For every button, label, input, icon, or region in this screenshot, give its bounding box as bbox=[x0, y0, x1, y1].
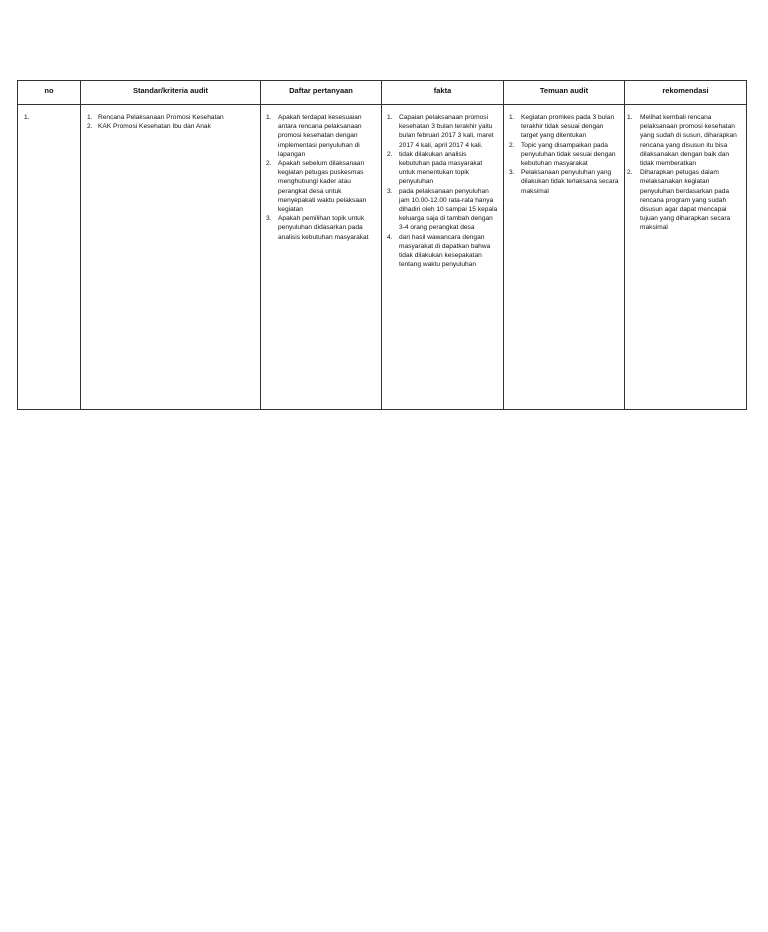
list-item bbox=[504, 168, 620, 196]
list-item-text: tidak dilakukan analisis kebutuhan pada masyarakat untuk menentukan topik penyuluhan bbox=[399, 150, 483, 186]
list-item-number: 1. bbox=[387, 114, 393, 121]
list-item-text: Topic yang disampaikan pada penyuluhan tidak sesuai dengan kebutuhan masyarakat bbox=[521, 141, 616, 168]
list-item-number: 1. bbox=[87, 114, 93, 121]
list-item bbox=[625, 113, 742, 168]
list-item-number: 3. bbox=[387, 187, 393, 195]
header-daftar-pertanyaan: Daftar pertanyaan bbox=[261, 81, 382, 105]
cell-no: 1. bbox=[18, 105, 81, 410]
list-item-text: Pelaksanaan penyuluhan yang dilakukan tidak terlaksana secara maksimal bbox=[521, 169, 619, 195]
header-row bbox=[18, 81, 747, 105]
list-item bbox=[81, 113, 256, 122]
list-item bbox=[382, 187, 499, 233]
daftar-list bbox=[261, 113, 381, 242]
list-item bbox=[81, 122, 256, 131]
standar-list bbox=[81, 113, 260, 131]
list-item-number: 3. bbox=[266, 215, 272, 223]
list-item-number: 1. bbox=[266, 114, 272, 121]
list-item bbox=[261, 113, 377, 159]
list-item-text: Apakah terdapat kesesuaian antara rencana pelaksanaan promosi kesehatan dengan implementasi penyuluhan di lapangan bbox=[278, 114, 362, 158]
list-item bbox=[382, 113, 499, 150]
list-item-text: Apakah sebelum dilaksanaan kegiatan petugas puskesmas menghubungi kader atau perangkat desa untuk menyepakati waktu pelaksaan kegiatan bbox=[278, 160, 367, 214]
fakta-list bbox=[382, 113, 503, 269]
header-standar: Standar/kriteria audit bbox=[81, 81, 261, 105]
table-row bbox=[18, 105, 747, 410]
temuan-list bbox=[504, 113, 624, 196]
header-fakta: fakta bbox=[382, 81, 504, 105]
header-no: no bbox=[18, 81, 81, 105]
list-item bbox=[261, 159, 377, 214]
list-item bbox=[261, 214, 377, 242]
list-item bbox=[504, 141, 620, 169]
list-item-text: Kegiatan promkes pada 3 bulan terakhir tidak sesuai dengan target yang ditentukan bbox=[521, 114, 615, 140]
list-item bbox=[382, 150, 499, 187]
cell-daftar-pertanyaan bbox=[261, 105, 382, 410]
cell-temuan-audit bbox=[504, 105, 625, 410]
list-item-number: 2. bbox=[266, 160, 272, 168]
list-item-number: 3. bbox=[509, 169, 515, 177]
list-item-number: 2. bbox=[387, 150, 393, 158]
list-item-text: Diharapkan petugas dalam melaksanakan kegiatan penyuluhan berdasarkan pada rencana program yang sudah disusun agar dapat mencapai tujuan yang diharapkan secara maksimal bbox=[640, 169, 731, 232]
list-item-text: Rencana Pelaksanaan Promosi Kesehatan bbox=[98, 114, 224, 121]
audit-table bbox=[17, 80, 747, 410]
list-item-text: Apakah pemilihan topik untuk penyuluhan didasarkan pada analisis kebutuhan masyarakat bbox=[278, 215, 369, 241]
list-item-number: 1. bbox=[627, 114, 633, 121]
list-item-number: 2. bbox=[87, 123, 93, 131]
list-item bbox=[625, 168, 742, 232]
list-item bbox=[504, 113, 620, 141]
header-temuan-audit: Temuan audit bbox=[504, 81, 625, 105]
list-item-number: 1. bbox=[509, 114, 515, 121]
cell-rekomendasi bbox=[625, 105, 747, 410]
rekomendasi-list bbox=[625, 113, 746, 233]
list-item-text: Capaian pelaksanaan promosi kesehatan 3 bulan terakhir yaitu bulan februari 2017 3 kali, maret 2017 4 kali, april 2017 4 kali. bbox=[399, 114, 494, 149]
list-item-number: 4. bbox=[387, 233, 393, 241]
list-item-text: pada pelaksanaan penyuluhan jam 10.00-12.00 rata-rata hanya dihadiri oleh 10 sampai 15 kepala keluarga saja di tambah dengan 3-4 orang perangkat desa bbox=[399, 187, 498, 232]
cell-fakta bbox=[382, 105, 504, 410]
header-rekomendasi: rekomendasi bbox=[625, 81, 747, 105]
list-item bbox=[382, 233, 499, 270]
list-item-number: 2. bbox=[509, 141, 515, 149]
list-item-text: dari hasil wawancara dengan masyarakat di dapatkan bahwa tidak dilakukan kesepakatan tentang waktu penyuluhan bbox=[399, 233, 491, 269]
cell-standar bbox=[81, 105, 261, 410]
list-item-text: KAK Promosi Kesehatan Ibu dan Anak bbox=[98, 123, 211, 131]
list-item-text: Melihat kembali rencana pelaksanaan promosi kesehatan yang sudah di susun, diharapkan rencana yang disusun itu bisa dilaksanakan dengan baik dan tidak memberatkan bbox=[640, 114, 737, 168]
list-item-number: 2. bbox=[627, 169, 633, 177]
